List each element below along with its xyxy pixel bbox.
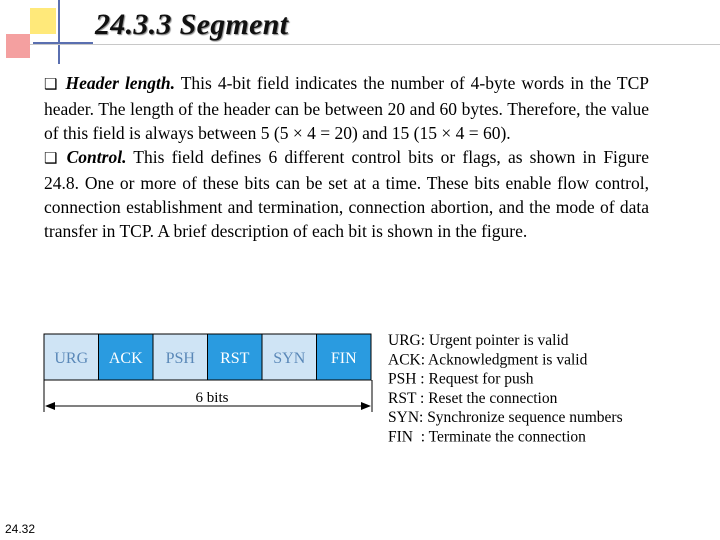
text-control: This field defines 6 different control bits or flags, as shown in Figure 24.8. One or more of these bits can be set at a time. These bits enable flow control, connection establishment and termination, connection abortion, and the mode of data transfer in TCP. A brief description of each bit is shown in the figure. bbox=[44, 147, 650, 241]
paragraph-control bbox=[44, 145, 649, 243]
body-text bbox=[44, 71, 649, 243]
control-bits-figure bbox=[42, 332, 658, 448]
flag-label-syn: SYN bbox=[273, 350, 306, 367]
bullet-icon: ❑ bbox=[44, 151, 58, 167]
arrow-right-icon bbox=[361, 402, 371, 410]
paragraph-header-length bbox=[44, 71, 649, 145]
flag-label-ack: ACK bbox=[108, 350, 143, 367]
flag-label-urg: URG bbox=[54, 350, 89, 367]
legend-line: FIN : Terminate the connection bbox=[388, 428, 586, 446]
term-control: Control. bbox=[66, 147, 127, 167]
corner-square-yellow bbox=[30, 8, 56, 34]
slide-title: 24.3.3 Segment bbox=[95, 8, 289, 41]
term-header-length: Header length. bbox=[65, 73, 176, 93]
legend-line: SYN: Synchronize sequence numbers bbox=[388, 409, 623, 427]
title-divider bbox=[30, 44, 720, 45]
legend-line: RST : Reset the connection bbox=[388, 389, 558, 407]
flag-label-psh: PSH bbox=[165, 350, 195, 367]
legend-line: ACK: Acknowledgment is valid bbox=[388, 351, 588, 369]
width-label: 6 bits bbox=[195, 390, 229, 406]
flag-label-fin: FIN bbox=[330, 350, 357, 367]
bullet-icon: ❑ bbox=[44, 77, 58, 93]
corner-square-red bbox=[6, 34, 30, 58]
slide-number: 24.32 bbox=[5, 522, 36, 536]
flag-label-rst: RST bbox=[220, 350, 250, 367]
corner-vertical-line bbox=[58, 0, 60, 64]
legend-line: PSH : Request for push bbox=[388, 370, 534, 388]
legend-line: URG: Urgent pointer is valid bbox=[388, 332, 569, 349]
width-dimension bbox=[44, 380, 372, 412]
text-header-length: This 4-bit field indicates the number of 4-byte words in the TCP header. The length of the header can be between 20 and 60 bytes. Therefore, the value of this field is always between 5 (5 × 4 = 20) and 15 (15 × 4 = 60). bbox=[44, 73, 649, 143]
arrow-left-icon bbox=[45, 402, 55, 410]
